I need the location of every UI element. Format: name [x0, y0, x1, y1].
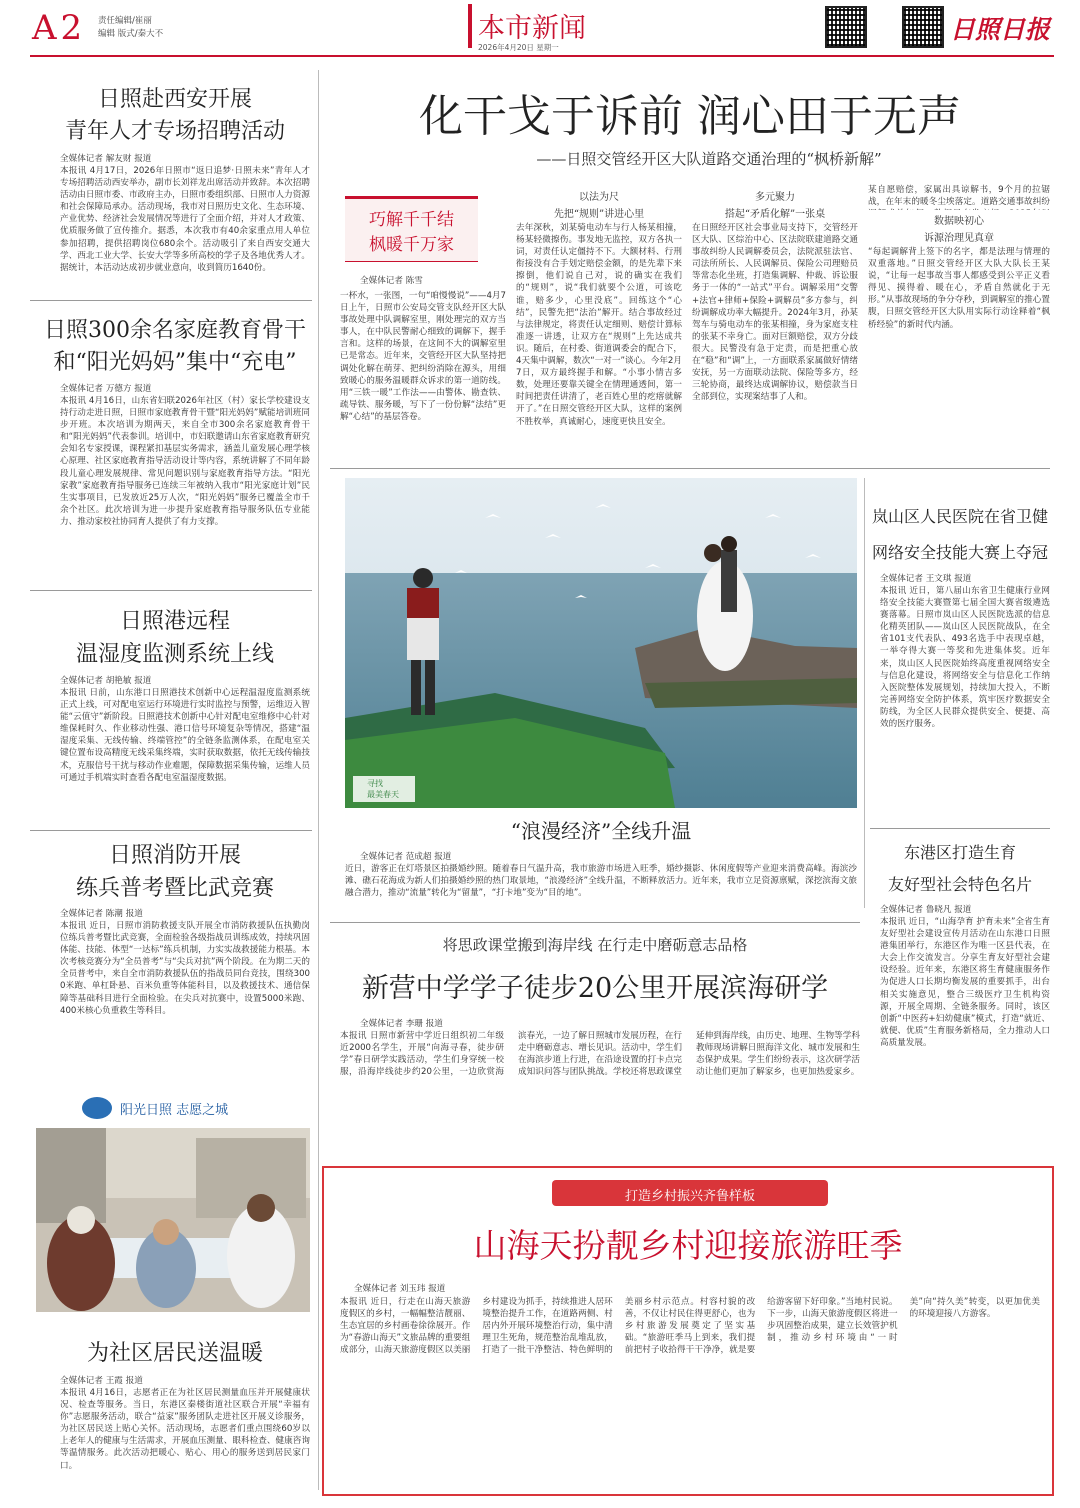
issue-date: 2026年4月20日 星期一: [478, 43, 559, 52]
article-a4-byline: 全媒体记者 陈潮 报道: [60, 909, 143, 919]
right-column-rule: [864, 478, 865, 908]
divider: [330, 922, 860, 923]
lead-body-3: 在日照经开区社会事业局支持下，交管经开区大队、区综治中心、区法院联建道路交通事故纠纷人民调解委员会，法院派驻法官、司法所所长、人民调解员、保险公司理赔员等常态化坐班，打造集调解、仲裁、诉讼服务于一体的“一站式”平台。调解采用“交警+法官+律师+保险+调解员”多方参与，纠纷调解成功率大幅提升。2024年3月，孙某驾车与骑电动车的张某相撞，身为家庭支柱的张某不幸身亡。面对巨额赔偿，双方分歧很大。民警没有急于定责，而是把重心放在“稳”和“调”上，一方面联系家属做好情绪安抚，另一方面联动法院、保险等多方，经三轮协商，最终达成调解协议，赔偿款当日全部到位，实现案结事了人和。: [692, 223, 858, 403]
featured-article-title: 山海天扮靓乡村迎接旅游旺季: [473, 1226, 903, 1265]
article-a2-body: 本报讯 4月16日，山东省妇联2026年社区（村）家长学校建设支持行动走进日照，日照市家庭教育骨干暨“阳光妈妈”赋能培训班同步开班。本次培训为期两天，来自全市300余名家庭教育骨干和“阳光妈妈”代表参训。培训中，市妇联邀请山东省家庭教育研究会知名专家授课，课程紧扣基层实务需求，涵盖儿童发展心理学核心原理、社区家庭教育指导活动设计等内容，系统讲解了不同年龄段儿童心理发展规律、常见问题识别与家庭教育指导方法。“阳光家教”家庭教育指导服务已连续三年被纳入我市“阳光家庭计划”民生实事项目，已发放近25万人次，“阳光妈妈”服务已覆盖全市千余个社区。此次培训为进一步提升家庭教育指导服务队伍专业能力、推动家校社协同育人提供了有力支撑。: [60, 396, 310, 527]
article-a4-title-line2: 练兵普考暨比武竞赛: [75, 876, 274, 901]
article-a2-title-line1: 日照300余名家庭教育骨干: [44, 318, 306, 343]
divider: [330, 468, 1050, 469]
section-name: 本市新闻: [478, 13, 586, 44]
photo-logo-line1: 寻找: [367, 779, 383, 788]
article-b2-byline: 全媒体记者 鲁晓凡 报道: [880, 905, 972, 915]
article-b2-title-line1: 东港区打造生育: [903, 843, 1016, 862]
seaside-photo-image: [345, 478, 857, 808]
article-a1-body: 本报讯 4月17日，2026年日照市“返日追梦·日照未来”青年人才专场招聘活动西安举办，副市长刘祥龙出席活动并致辞。本次招聘活动由日照市委、市政府主办，日照市委组织部、日照市人力资源和社会保障局承办。活动现场，我市对日照历史文化、生态环境、产业优势、经济社会发展情况等进行了全面介绍，并对人才政策、优质服务做了宣传推介。据悉，本次我市有40余家重点用人单位参加招聘，提供招聘岗位680余个。活动吸引了来自西安交通大学、西北工业大学、长安大学等多所高校的学子及各地优秀人才。据统计，本活动达成初步就业意向，收到简历1640份。: [60, 166, 310, 273]
volunteer-photo: [36, 1128, 310, 1312]
article-c1-title: 新营中学学子徒步20公里开展滨海研学: [361, 973, 829, 1004]
lead-subhead-2: 先把“规则”讲进心里: [553, 209, 645, 220]
volunteer-banner-text: 阳光日照 志愿之城: [120, 1103, 229, 1118]
article-a1-byline: 全媒体记者 解友财 报道: [60, 154, 152, 164]
divider: [30, 300, 312, 301]
article-b2-title-line2: 友好型社会特色名片: [887, 875, 1032, 894]
volunteer-banner: [30, 1094, 312, 1122]
article-a3-body: 本报讯 日前，山东港口日照港技术创新中心远程温湿度监测系统正式上线，可对配电室运行环境进行实时监控与预警，运维迈入智能“云值守”新阶段。日照港技术创新中心针对配电室维修中心针对维保耗时久、作业移动性强、港口信号环境复杂等情况，搭建“温湿度采集、无线传输、终端管控”的全链条监测体系，在配电室关键位置布设高精度无线采集终端，实时获取数据，依托无线传输技术，克服信号干扰与移动作业难题，保障数据采集传输，运维人员可通过手机端实时查看各配电室温湿度数据。: [60, 688, 310, 783]
article-a3-title-line1: 日照港远程: [119, 609, 230, 634]
newspaper-logo: 日照日报: [950, 15, 1051, 44]
qr-code-2: [902, 6, 944, 48]
article-a3-byline: 全媒体记者 胡艳敏 报道: [60, 676, 152, 686]
lead-byline: 全媒体记者 陈雪: [360, 276, 423, 286]
lead-subhead-5: 数据映初心: [934, 216, 984, 227]
article-c1-body: 本报讯 日照市新营中学近日组织初二年级近2000名学生，开展“向海寻春，徒步研学”春日研学实践活动，学生们身穿统一校服，沿海岸线徒步约20公里，一边欣赏海滨春光，一边了解日照城市发展历程，在行走中磨砺意志、增长见识。活动中，学生们在海滨步道上行进，在沿途设置的打卡点完成知识问答与团队挑战。学校还将思政课堂延伸到海岸线，由历史、地理、生物等学科教师现场讲解日照海洋文化、城市发展和生态保护成果。学生们纷纷表示，这次研学活动让他们更加了解家乡，也更加热爱家乡。: [340, 1031, 860, 1078]
article-b1-byline: 全媒体记者 王文琪 报道: [880, 574, 972, 584]
article-a5-title: 为社区居民送温暖: [86, 1341, 263, 1366]
lead-title: 化干戈于诉前 润心田于无声: [419, 91, 961, 142]
lead-body-2: 去年深秋，刘某骑电动车与行人杨某相撞，杨某轻微擦伤。事发地无监控，双方各执一词，对责任认定僵持不下。大额材料、行刑衔接没有合手划定赔偿金额，的是先辈下来擦倒，他们说自己对，说的确实在我们的“规则”，说“我们就要个公道，可该吃谁，赔多少，心里没底”。回练这个“心结”，民警先把“法治”解开。结合事故经过与法律规定，将责任认定细则、赔偿计算标准逐一讲透，让双方在“规则”上先达成共识。随后，在村委、街道调委会的配合下，4天集中调解，数次“一对一”谈心。今年2月7日，双方最终握手和解。“小事小情吉多数，处理还要靠关键全在情理通透间，第一时间把责任讲清了，老百姓心里的疙瘩就解开了。”在日照交管经开区大队，这样的案例不胜枚举，真诚耐心，速度更快且安全。: [516, 223, 682, 427]
article-a2-title-line2: 和“阳光妈妈”集中“充电”: [53, 350, 297, 375]
article-c1-byline: 全媒体记者 李珊 报道: [360, 1019, 443, 1029]
editor-line-2: 编辑 版式/秦大不: [98, 29, 164, 39]
masthead-rule: [30, 55, 1054, 57]
divider: [30, 590, 312, 591]
article-b1-title-line2: 网络安全技能大赛上夺冠: [871, 543, 1048, 562]
divider: [870, 828, 1050, 829]
featured-article-byline: 全媒体记者 刘玉玮 报道: [354, 1284, 446, 1294]
article-a2-byline: 全媒体记者 万德方 报道: [60, 384, 152, 394]
featured-article-box: [322, 1166, 1054, 1496]
article-a1-title-line2: 青年人才专场招聘活动: [64, 119, 285, 144]
article-b1-body: 本报讯 近日，第八届山东省卫生健康行业网络安全技能大赛暨第七届全国大赛省级遴选赛落幕。日照市岚山区人民医院选派的信息化精英团队——岚山区人民医院战队，在全省101支代表队、493名选手中表现卓越，一举夺得大赛一等奖和先进集体奖。近年来，岚山区人民医院始终高度重视网络安全与信息化建设，将网络安全与信息化工作纳入医院整体发展规划，持续加大投入，不断完善网络安全防护体系，筑牢医疗数据安全防线，为全区人民群众提供安全、便捷、高效的医疗服务。: [880, 586, 1050, 730]
lead-box-title-2: 枫暖千万家: [369, 235, 454, 255]
volunteer-logo-icon: [82, 1097, 112, 1119]
featured-article-banner-text: 打造乡村振兴齐鲁样板: [624, 1189, 755, 1204]
lead-body-4: 某自愿赔偿，家属出具谅解书，9个月的拉锯战，在年末的暖冬尘埃落定。道路交通事故纠纷: [868, 185, 1050, 208]
featured-article-banner: [552, 1180, 828, 1206]
lead-box-title-1: 巧解千千结: [369, 210, 454, 230]
article-b1-title-line1: 岚山区人民医院在省卫健: [871, 507, 1048, 526]
page-number: A2: [32, 8, 87, 48]
article-a4-title-line1: 日照消防开展: [108, 843, 241, 868]
lead-subhead-3: 多元聚力: [755, 192, 795, 203]
article-a4-body: 本报讯 近日，日照市消防救援支队开展全市消防救援队伍执勤岗位练兵普考暨比武竞赛，全面检验各级指战员训练成效，持续巩固体能、技能、体型“一达标”练兵机制，力实实战救援能力根基。本次考核竞赛分为“全员普考”与“尖兵对抗”两个阶段。在为期二天的全员普考中，来自全市消防救援队伍的指战员同台竞技，围绕3000米跑、单杠卧悬、百米负重等体能科目，以及救援技术、通信保障等基础科目进行全面检验。在尖兵对抗赛中，设置5000米跑、400米核心负重救生等科目。: [60, 921, 310, 1016]
lead-body-1: 一杯水，一张图，一句“咱慢慢说”——4月7日上午，日照市公安局交管支队经开区大队事故处理中队调解室里，刚处理完的双方当事人，在中队民警耐心细致的调解下，握手言和。这样的场景，在这间不大的调解室里已是常态。近年来，交管经开区大队坚持把调处化解在萌芽、把纠纷消除在源头，用细致暖心的服务温暖群众诉求的第一道防线。用“三铁一暖”工作法——由警体、勘查铁、疏导铁、服务暖，写下了一份份解“法结”更解“心结”的基层答卷。: [340, 291, 506, 422]
lead-subhead-1: 以法为尺: [579, 192, 619, 203]
article-c1-deck: 将思政课堂搬到海岸线 在行走中磨砺意志品格: [442, 936, 748, 954]
photo-caption-byline: 全媒体记者 范成超 报道: [360, 852, 452, 862]
lead-body-5: “每起调解背上签下的名字，都是法理与情理的双重落地。”日照交管经开区大队大队长王某说，“让每一起事故当事人都感受到公平正义看得见、摸得着、暖在心，矛盾自然就化于无形。”从事故现场的争分夺秒，到调解室的推心置腹，日照交管经开区大队用实际行动诠释着“枫桥经验”的新时代内涵。: [868, 247, 1050, 330]
masthead: [0, 0, 1080, 58]
article-a5-body: 本报讯 4月16日，志愿者正在为社区居民测量血压并开展健康状况、检查等服务。当日，东港区秦楼街道社区联合开展“幸福有你”志愿服务活动，联合“益家”服务团队走进社区开展义诊服务，为社区居民送上贴心关怀。活动现场，志愿者们重点围绕60岁以上老年人的健康与生活需求，开展血压测量、眼科检查、健康咨询等温情服务。此次活动把暖心、贴心、用心的服务送到居民家门口。: [60, 1388, 310, 1471]
photo-caption-body: 近日，游客正在灯塔景区拍摄婚纱照。随着春日气温升高，我市旅游市场进入旺季，婚纱摄影、休闲度假等产业迎来消费高峰。海滨沙滩、礁石花海成为新人们拍摄婚纱照的热门取景地，“浪漫经济”全线升温，不断释放活力。近年来，我市立足资源禀赋，深挖滨海文旅融合潜力，推动“流量”转化为“留量”，“打卡地”变为“目的地”。: [345, 864, 857, 899]
qr-code-1: [825, 6, 867, 48]
volunteer-photo-image: [36, 1128, 310, 1312]
photo-caption-title: “浪漫经济”全线升温: [510, 819, 692, 843]
article-b2-body: 本报讯 近日，“山海孕育 护育未来”全省生育友好型社会建设宣传月活动在山东港口日照港集团举行，东港区作为唯一区县代表，在大会上作交流发言。分享生育友好型社会建设经验。近年来，东港区将生育健康服务作为促进人口长期均衡发展的重要抓手，出台相关实施意见，整合三级医疗卫生机构资源，开展全周期、全链条服务。同时，该区创新“中医药+妇幼健康”模式，打造“就近、就便、优质”生育服务新格局，全力推动人口高质量发展。: [880, 917, 1050, 1048]
lead-subtitle: ——日照交管经开区大队道路交通治理的“枫桥新解”: [536, 150, 882, 168]
seaside-photo: [345, 478, 857, 808]
left-column-rule: [318, 70, 319, 1490]
editor-line-1: 责任编辑/崔丽: [98, 16, 152, 26]
masthead-divider: [468, 4, 472, 48]
lead-subhead-4: 搭起“矛盾化解”一张桌: [724, 209, 826, 220]
article-a5-byline: 全媒体记者 王霞 报道: [60, 1376, 143, 1386]
divider: [30, 830, 312, 831]
lead-box: [345, 196, 478, 262]
article-a1-title-line1: 日照赴西安开展: [97, 87, 252, 112]
photo-logo-line2: 最美春天: [367, 790, 399, 799]
featured-article-body: 本报讯 近日，行走在山海天旅游度假区的乡村，一幅幅整洁靓丽、生态宜居的乡村画卷徐徐展开。作为“春游山海天”文旅品牌的重要组成部分，山海天旅游度假区以美丽乡村建设为抓手，持续推进人居环境整治提升工作，在道路两侧、村居内外开展环境整治行动，集中清理卫生死角，规范整治乱堆乱放，打造了一批干净整洁、特色鲜明的美丽乡村示范点。村容村貌的改善，不仅让村民住得更舒心，也为乡村旅游发展奠定了坚实基础。“旅游旺季马上到来，我们提前把村子收拾得干干净净，就是要给游客留下好印象。”当地村民说。下一步，山海天旅游度假区将进一步巩固整治成果，建立长效管护机制，推动乡村环境由“一时美”向“持久美”转变，以更加优美的环境迎接八方游客。: [340, 1297, 1040, 1356]
article-a3-title-line2: 温湿度监测系统上线: [75, 642, 274, 667]
lead-subhead-6: 诉源治理见真章: [924, 233, 994, 244]
